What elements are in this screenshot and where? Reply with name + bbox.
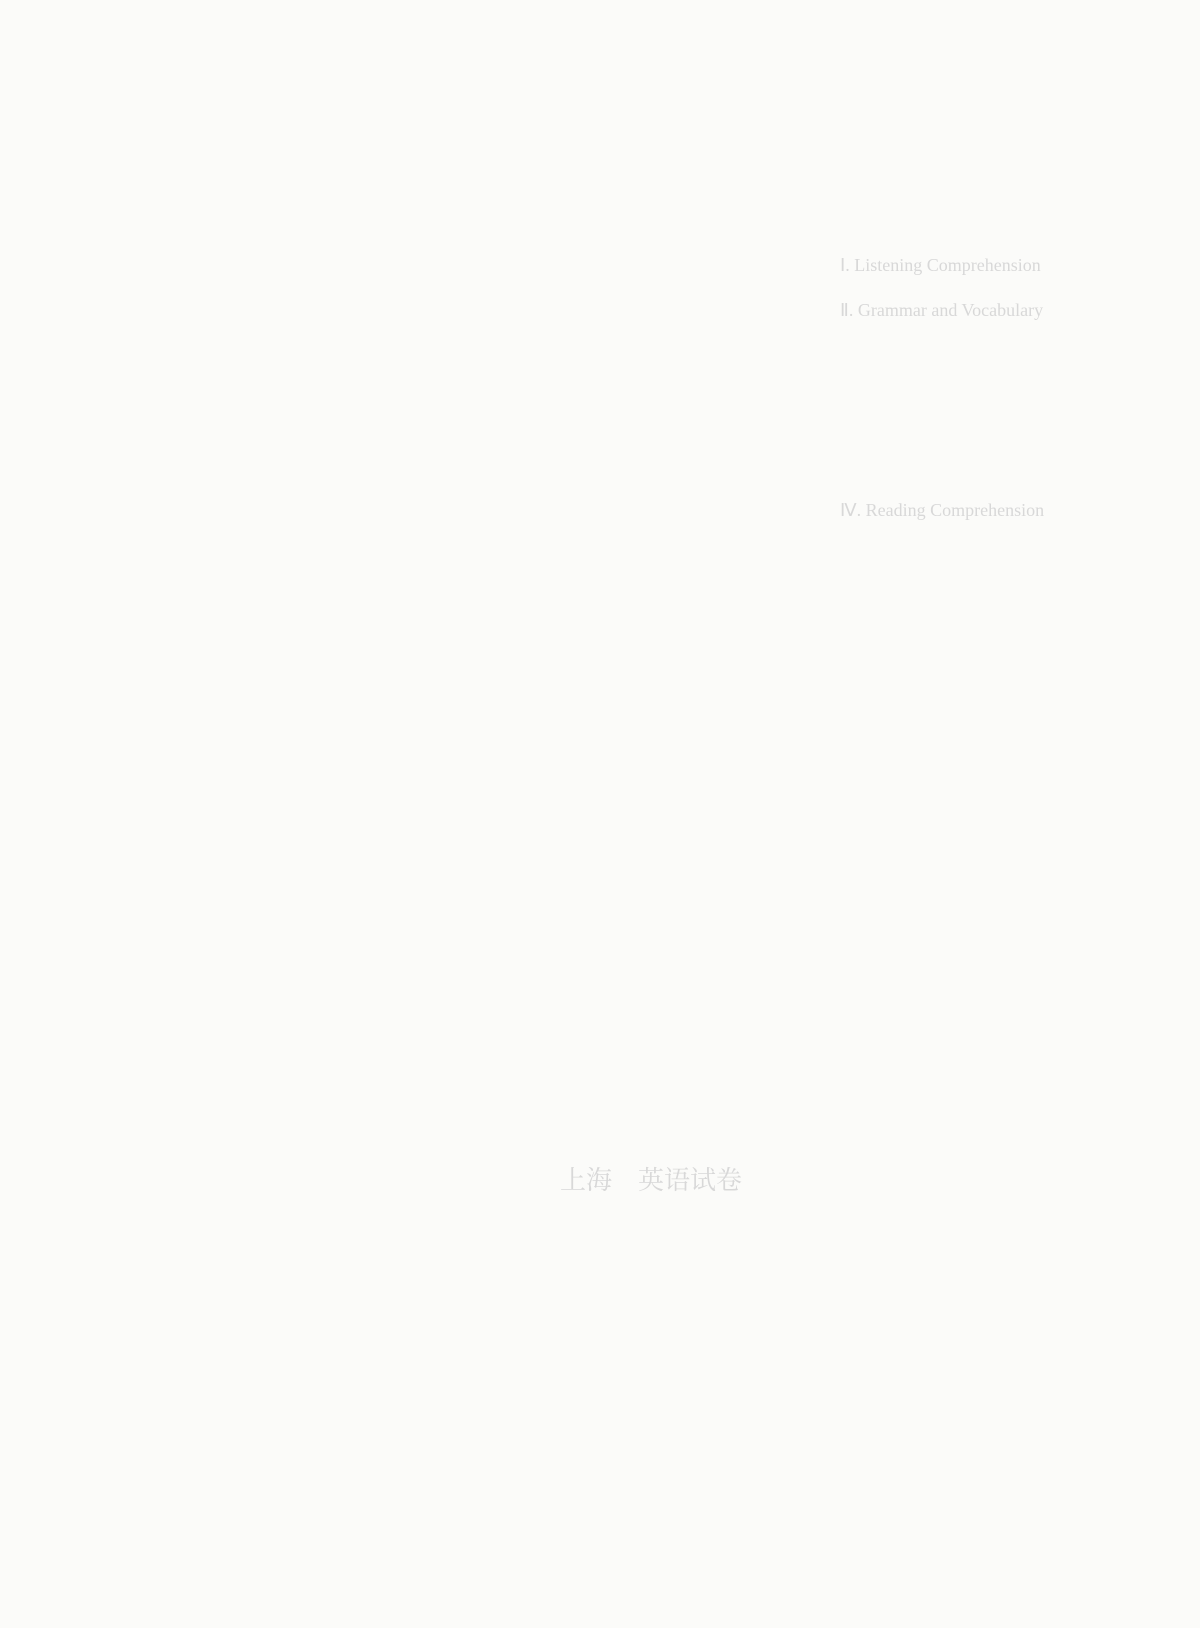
bleed-through-text: Ⅰ. Listening Comprehension — [840, 255, 1041, 275]
bleed-through-text: Ⅱ. Grammar and Vocabulary — [840, 300, 1044, 320]
bleed-through-text: 上海 英语试卷 — [560, 1166, 743, 1195]
bleed-through-text: Ⅳ. Reading Comprehension — [840, 500, 1045, 520]
